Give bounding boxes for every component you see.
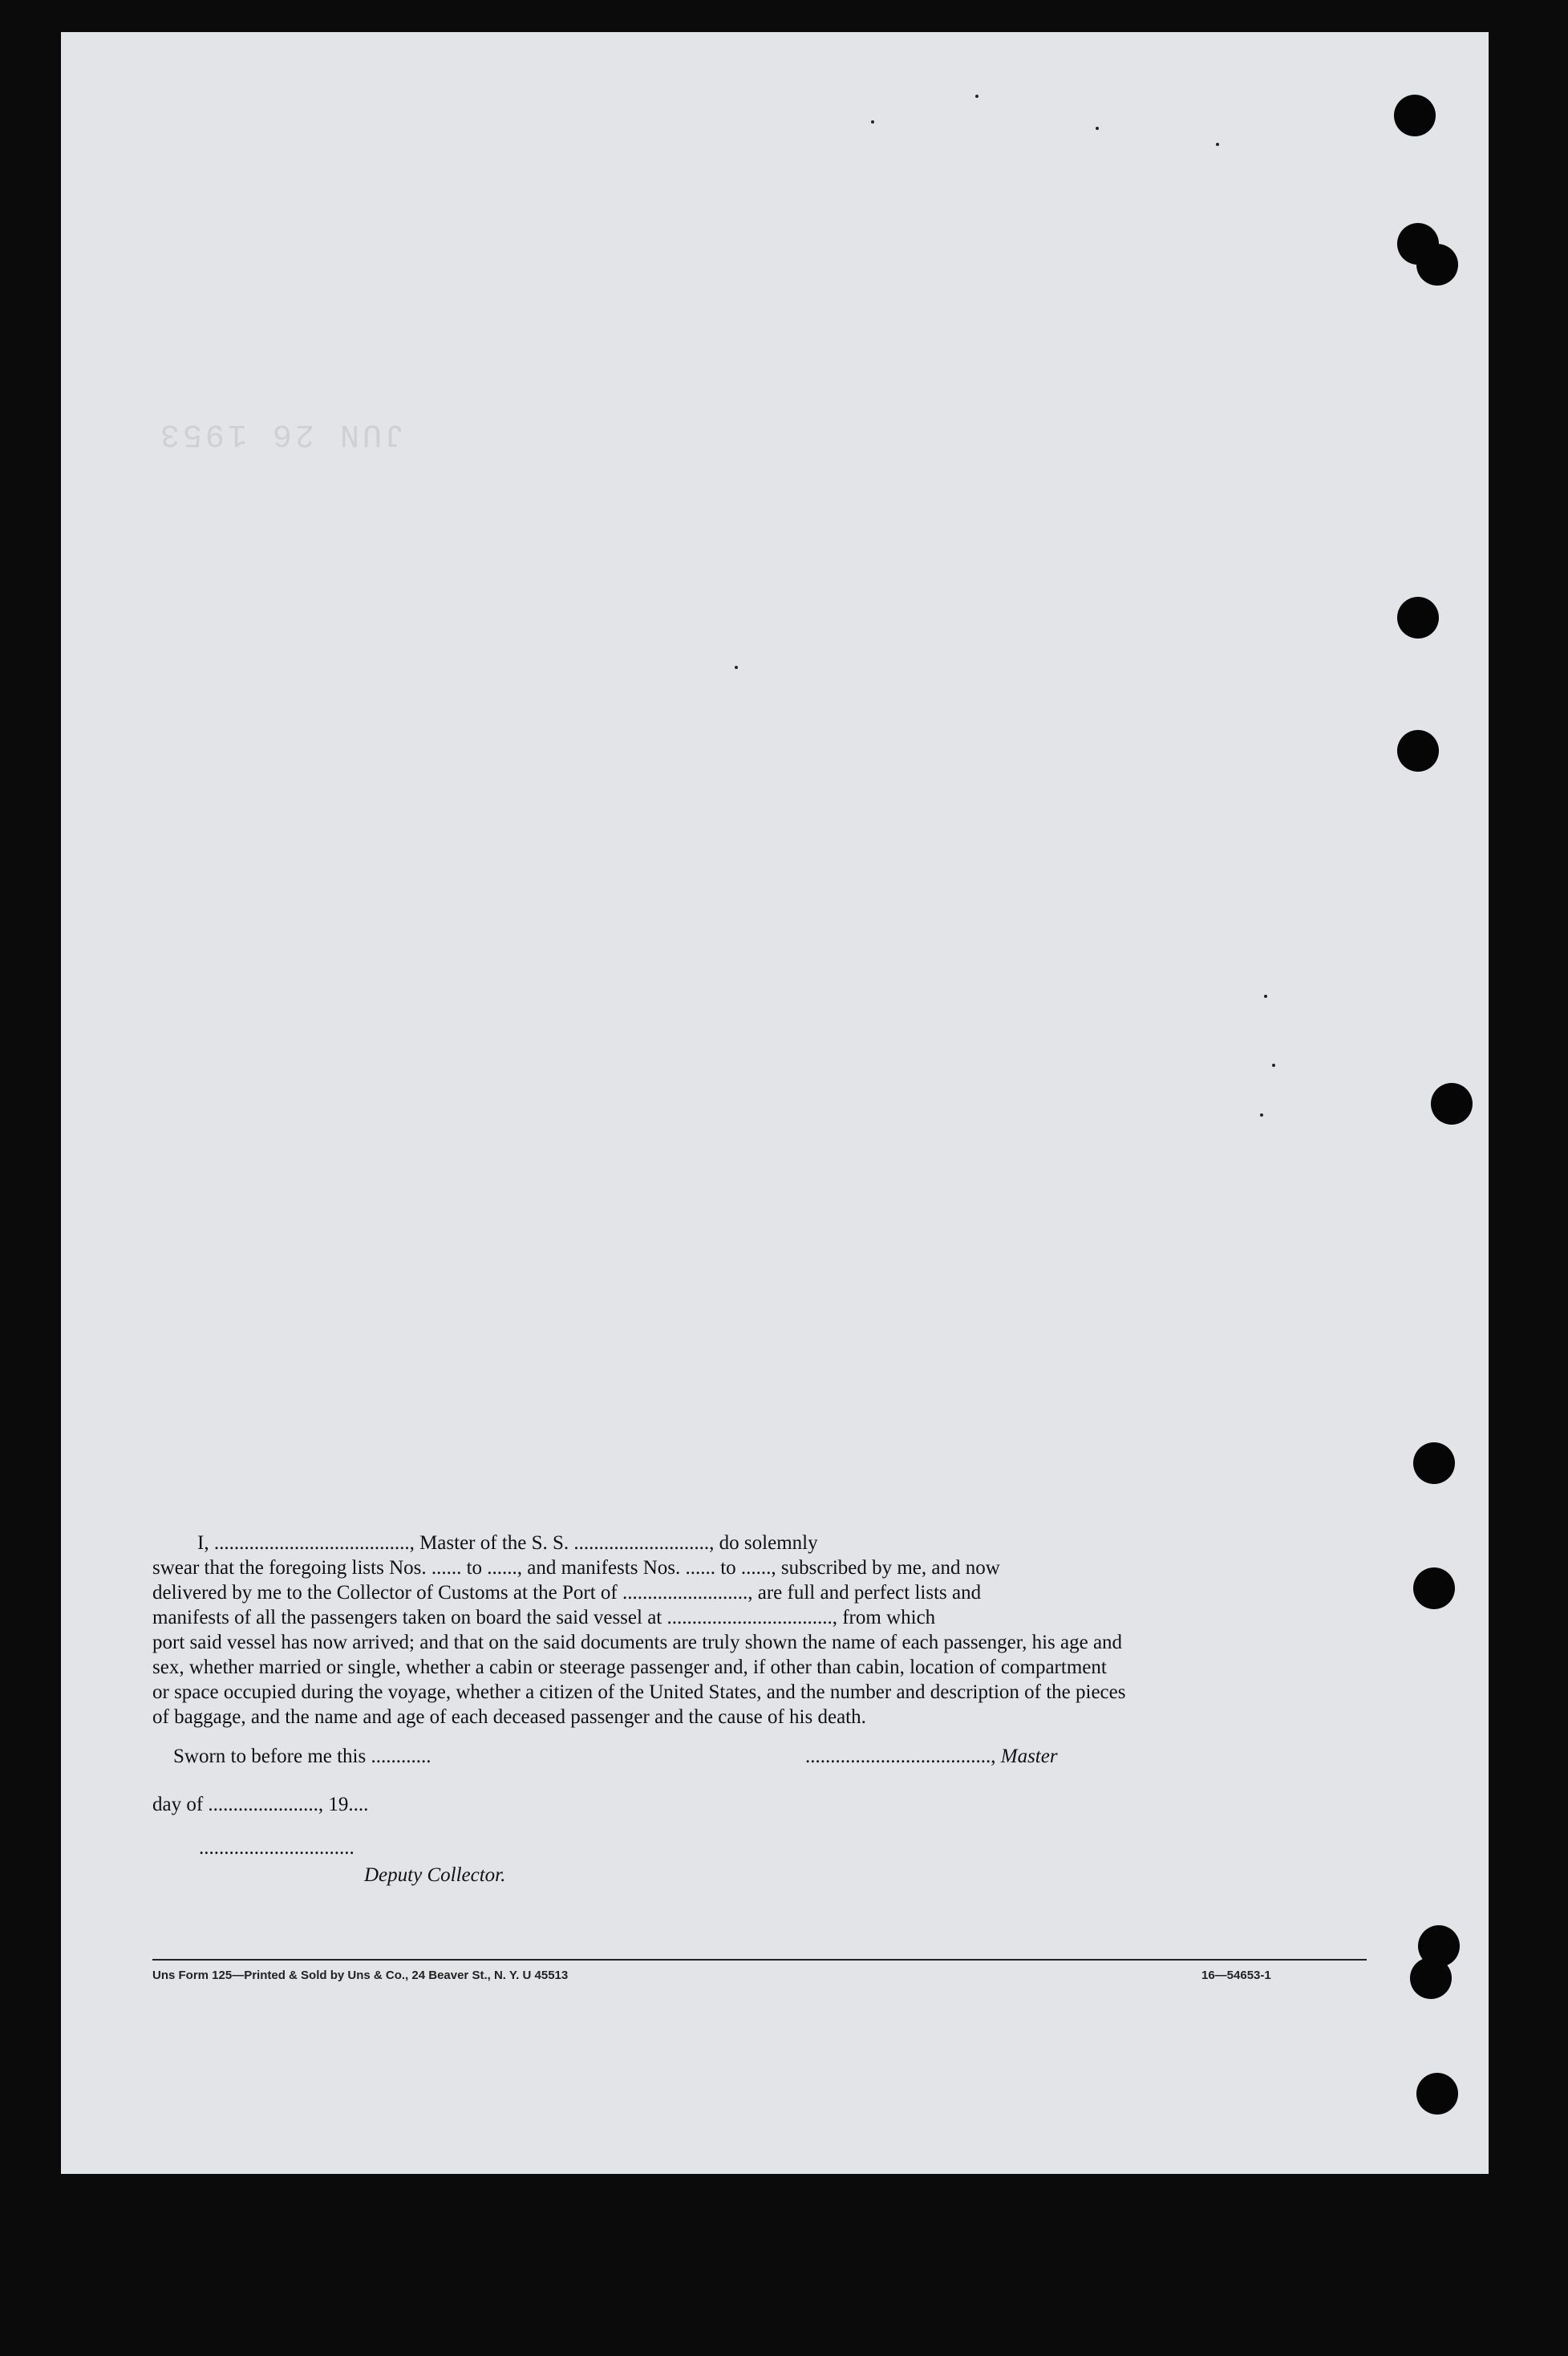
binder-hole	[1413, 1442, 1455, 1484]
deputy-collector-label: Deputy Collector.	[364, 1864, 506, 1886]
manifest-page	[61, 32, 1489, 2174]
sworn-line: Sworn to before me this ............	[173, 1746, 432, 1767]
oath-line: or space occupied during the voyage, whether a citizen of the United States, and the number and description of the pieces	[152, 1681, 1126, 1703]
faded-stamp: JUN 26 1953	[157, 416, 405, 452]
binder-hole	[1416, 244, 1458, 286]
oath-line: swear that the foregoing lists Nos. ...... to ......, and manifests Nos. ...... to ......, subscribed by me, and now	[152, 1557, 1000, 1579]
binder-hole	[1416, 2073, 1458, 2115]
oath-line: of baggage, and the name and age of each deceased passenger and the cause of his death.	[152, 1706, 866, 1728]
oath-line: manifests of all the passengers taken on board the said vessel at ................................., from which	[152, 1607, 936, 1628]
collector-signature-line: ...............................	[199, 1837, 355, 1859]
binder-hole	[1397, 597, 1439, 639]
master-signature-line	[805, 1746, 1058, 1768]
oath-line: I, ......................................., Master of the S. S. ..........................., do solemnly	[197, 1532, 818, 1554]
form-number: 16—54653-1	[1201, 1969, 1271, 1982]
form-imprint: Uns Form 125—Printed & Sold by Uns & Co., 24 Beaver St., N. Y. U 45513	[152, 1969, 569, 1982]
binder-hole	[1431, 1083, 1473, 1125]
footer-rule	[152, 1959, 1367, 1961]
oath-line: sex, whether married or single, whether a cabin or steerage passenger and, if other than cabin, location of compartment	[152, 1656, 1107, 1678]
master-dots: .....................................,	[805, 1746, 1001, 1767]
binder-hole	[1397, 730, 1439, 772]
oath-line: delivered by me to the Collector of Customs at the Port of ........................., are full and perfect lists and	[152, 1582, 982, 1604]
binder-hole	[1410, 1957, 1452, 1999]
oath-line: port said vessel has now arrived; and that on the said documents are truly shown the name of each passenger, his age and	[152, 1632, 1123, 1653]
binder-hole	[1413, 1567, 1455, 1609]
oath-paragraph	[152, 1531, 1367, 1729]
master-label: Master	[1000, 1746, 1058, 1767]
day-line: day of ......................, 19....	[152, 1794, 369, 1815]
binder-hole	[1394, 95, 1436, 136]
